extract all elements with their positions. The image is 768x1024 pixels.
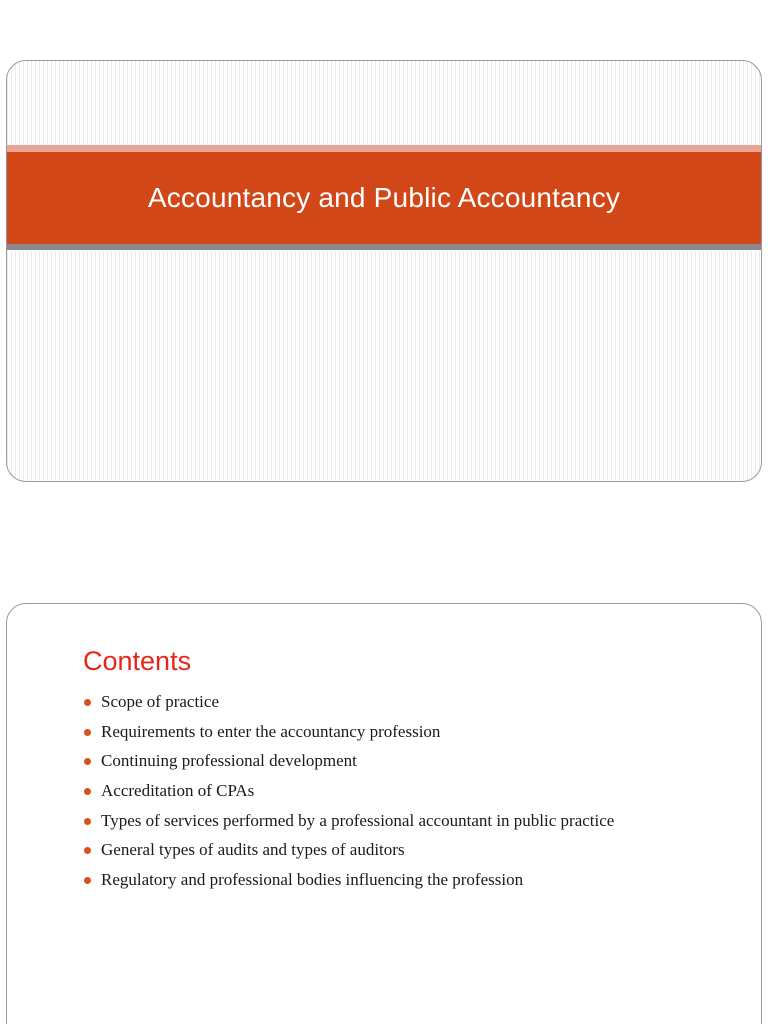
slide-title: Accountancy and Public Accountancy bbox=[147, 182, 621, 213]
contents-heading: Contents bbox=[83, 646, 192, 676]
list-item-text: Regulatory and professional bodies influencing the profession bbox=[101, 870, 524, 890]
list-item bbox=[83, 811, 614, 841]
contents-list bbox=[83, 692, 614, 900]
list-item-text: Scope of practice bbox=[101, 692, 219, 711]
list-item bbox=[83, 722, 614, 752]
list-item-text: Continuing professional development bbox=[101, 751, 357, 771]
bullet-icon bbox=[84, 818, 91, 825]
list-item bbox=[83, 840, 614, 870]
contents-slide bbox=[6, 603, 762, 1024]
title-band-accent-top bbox=[7, 145, 761, 152]
list-item-text: Types of services performed by a professional accountant in public practice bbox=[101, 810, 615, 830]
list-item-text: General types of audits and types of auditors bbox=[101, 840, 405, 860]
list-item bbox=[83, 751, 614, 781]
bullet-icon bbox=[84, 699, 91, 706]
title-band bbox=[7, 152, 761, 244]
title-slide bbox=[6, 60, 762, 482]
list-item bbox=[83, 870, 614, 900]
title-band-accent-bottom bbox=[7, 244, 761, 250]
bullet-icon bbox=[84, 729, 91, 736]
bullet-icon bbox=[84, 847, 91, 854]
list-item-text: Requirements to enter the accountancy profession bbox=[101, 721, 441, 741]
bullet-icon bbox=[84, 877, 91, 884]
list-item-text: Accreditation of CPAs bbox=[101, 781, 255, 801]
bullet-icon bbox=[84, 788, 91, 795]
list-item bbox=[83, 692, 614, 722]
list-item bbox=[83, 781, 614, 811]
bullet-icon bbox=[84, 758, 91, 765]
